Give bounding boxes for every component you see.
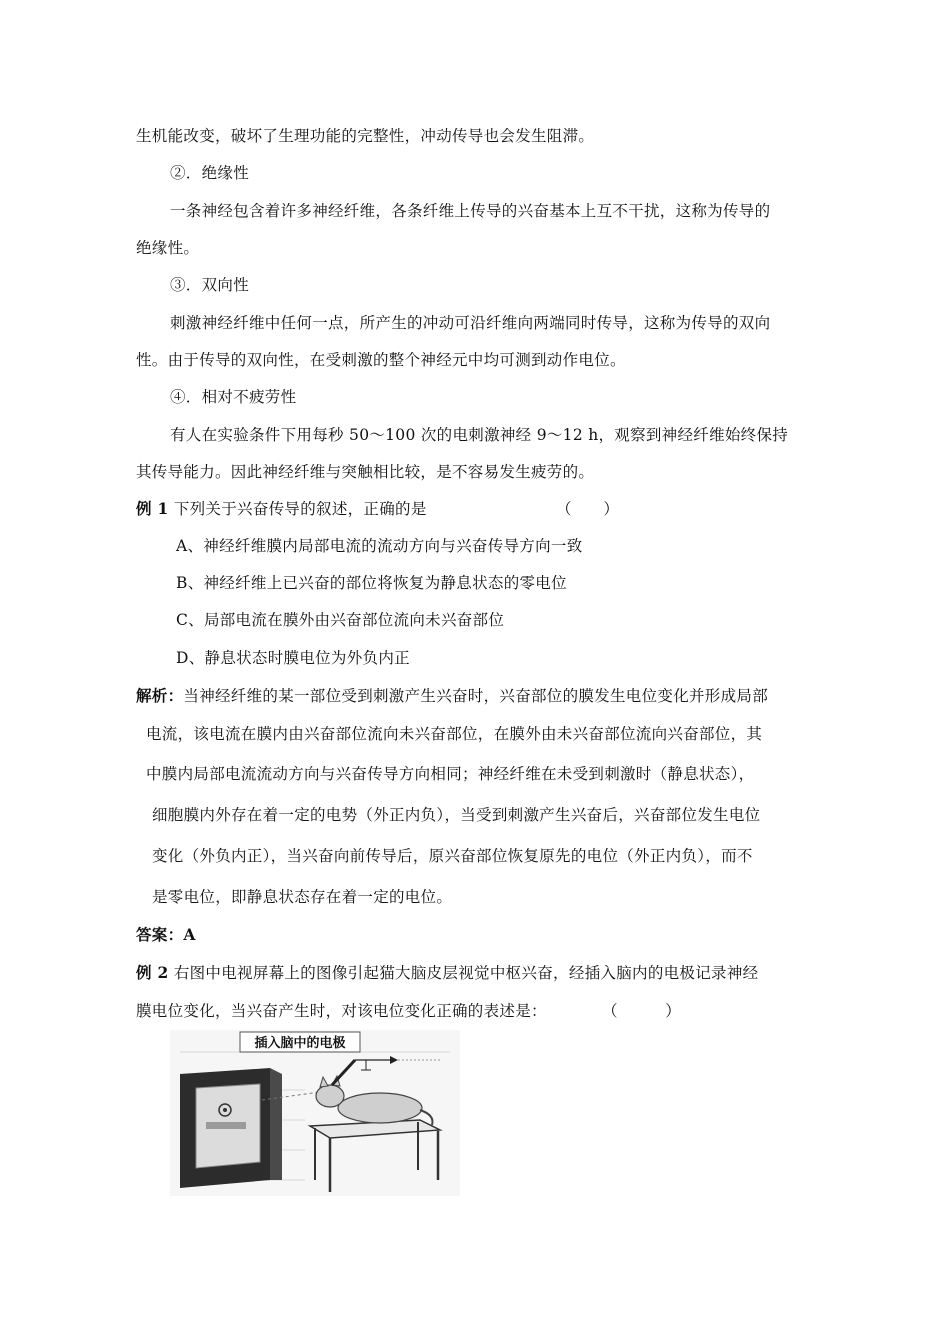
paragraph-line: 生机能改变，破坏了生理功能的完整性，冲动传导也会发生阻滞。 [136,127,595,145]
figure-caption: 插入脑中的电极 [254,1036,346,1051]
analysis-first-line [136,685,768,707]
paragraph-line: 绝缘性。 [136,239,200,257]
example1-answer-bracket: （ ） [556,500,620,518]
example2-question-line2: 膜电位变化，当兴奋产生时，对该电位变化正确的表述是： [136,1002,547,1020]
paragraph-line: 刺激神经纤维中任何一点，所产生的冲动可沿纤维向两端同时传导，这称为传导的双向 [170,314,771,332]
analysis-line: 细胞膜内外存在着一定的电势（外正内负），当受到刺激产生兴奋后，兴奋部位发生电位 [152,806,761,824]
section-heading-insulation: ②．绝缘性 [170,164,250,182]
example2-question-line1 [136,962,758,984]
analysis-line: 电流，该电流在膜内由兴奋部位流向未兴奋部位，在膜外由未兴奋部位流向兴奋部位，其 [146,725,763,743]
example2-question-text: 右图中电视屏幕上的图像引起猫大脑皮层视觉中枢兴奋，经插入脑内的电极记录神经 [173,964,759,982]
tv-set-icon [180,1068,282,1188]
option-d: D、静息状态时膜电位为外负内正 [176,649,410,667]
section-heading-bidirectional: ③．双向性 [170,276,250,294]
example2-label: 例 2 [136,963,169,982]
analysis-line: 是零电位，即静息状态存在着一定的电位。 [152,888,453,906]
paragraph-line: 一条神经包含着许多神经纤维，各条纤维上传导的兴奋基本上互不干扰，这称为传导的 [170,202,771,220]
section-heading-non-fatigue: ④．相对不疲劳性 [170,388,297,406]
option-c: C、局部电流在膜外由兴奋部位流向未兴奋部位 [176,611,505,629]
option-a: A、神经纤维膜内局部电流的流动方向与兴奋传导方向一致 [176,537,583,555]
example1-label: 例 1 [136,499,169,518]
experiment-figure [170,1030,460,1196]
answer-label: 答案：A [136,925,196,944]
analysis-text: 当神经纤维的某一部位受到刺激产生兴奋时，兴奋部位的膜发生电位变化并形成局部 [183,687,769,705]
option-b: B、神经纤维上已兴奋的部位将恢复为静息状态的零电位 [176,574,567,592]
example1-question-text: 下列关于兴奋传导的叙述，正确的是 [173,500,427,518]
example1-question [136,498,427,520]
analysis-line: 中膜内局部电流流动方向与兴奋传导方向相同；神经纤维在未受到刺激时（静息状态）， [146,765,755,783]
paragraph-line: 其传导能力。因此神经纤维与突触相比较，是不容易发生疲劳的。 [136,463,595,481]
paragraph-line: 性。由于传导的双向性，在受刺激的整个神经元中均可测到动作电位。 [136,351,626,369]
analysis-line: 变化（外负内正），当兴奋向前传导后，原兴奋部位恢复原先的电位（外正内负），而不 [152,847,753,865]
analysis-label: 解析： [136,686,184,705]
experiment-illustration [170,1030,460,1196]
example2-answer-bracket: （ ） [602,1002,682,1020]
paragraph-line: 有人在实验条件下用每秒 50～100 次的电刺激神经 9～12 h，观察到神经纤维始终保持 [170,426,789,444]
